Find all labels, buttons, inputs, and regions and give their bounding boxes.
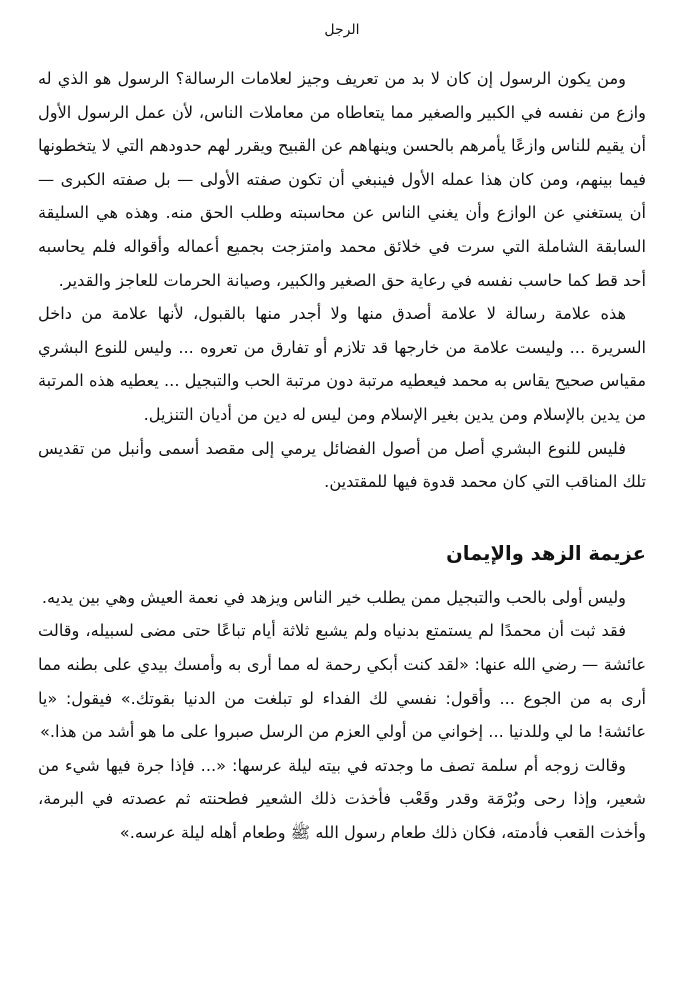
paragraph: هذه علامة رسالة لا علامة أصدق منها ولا أجدر منها بالقبول، لأنها علامة من داخل السريرة ... وليست علامة من خارجها قد تلازم أو تفارق من تعروه ... وليس للنوع البشري مقياس صحيح يقاس به محمد فيعطيه مرتبة دون مرتبة الحب والتبجيل ... يعطيه هذه المرتبة من يدين بالإسلام ومن يدين بغير الإسلام ومن ليس له دين من أديان التنزيل. — [38, 304, 646, 424]
paragraph: وقالت زوجه أم سلمة تصف ما وجدته في بيته ليلة عرسها: «... فإذا جرة فيها شيء من شعير، وإذا رحى وبُرْمَة وقدر وقَعْب فأخذت ذلك الشعير فطحنته ثم عصدته في البرمة، وأخذت القعب فأدمته، فكان ذلك طعام رسول الله ﷺ وطعام أهله ليلة عرسه.» — [38, 755, 646, 842]
section-heading: عزيمة الزهد والإيمان — [446, 541, 646, 565]
paragraph: ومن يكون الرسول إن كان لا بد من تعريف وجيز لعلامات الرسالة؟ الرسول هو الذي له وازع من نفسه في الكبير والصغير مما يتعاطاه من معاملات الناس، لأن عمل الرسول الأول أن يقيم للناس وازعًا يأمرهم بالحسن وينهاهم عن القبيح ويقرر لهم حدودهم التي لا يتخطونها فيما بينهم، ومن كان هذا عمله الأول فينبغي أن تكون صفته الأولى — بل صفته الكبرى — أن يستغني عن الوازع وأن يغني الناس عن محاسبته وطلب الحق منه. وهذه هي السليقة السابقة الشاملة التي سرت في خلائق محمد وامتزجت بجميع أعماله وأقواله فلم يحاسبه أحد قط كما حاسب نفسه في رعاية حق الصغير والكبير، وصيانة الحرمات للعاجز والقدير. — [38, 69, 646, 290]
paragraph: فليس للنوع البشري أصل من أصول الفضائل يرمي إلى مقصد أسمى وأنبل من تقديس تلك المناقب التي كان محمد قدوة فيها للمقتدين. — [38, 438, 646, 492]
running-head: الرجل — [324, 22, 360, 38]
paragraph: وليس أولى بالحب والتبجيل ممن يطلب خير الناس ويزهد في نعمة العيش وهي بين يديه. — [41, 587, 626, 607]
paragraph: فقد ثبت أن محمدًا لم يستمتع بدنياه ولم يشبع ثلاثة أيام تباعًا حتى مضى لسبيله، وقالت عائشة — رضي الله عنها: «لقد كنت أبكي رحمة له مما أرى به وأمسك بيدي على بطنه مما أرى به من الجوع ... وأقول: نفسي لك الفداء لو تبلغت من الدنيا بقوتك.» فيقول: «يا عائشة! ما لي وللدنيا ... إخواني من أولي العزم من الرسل صبروا على ما هو أشد من هذا.» — [38, 621, 646, 742]
